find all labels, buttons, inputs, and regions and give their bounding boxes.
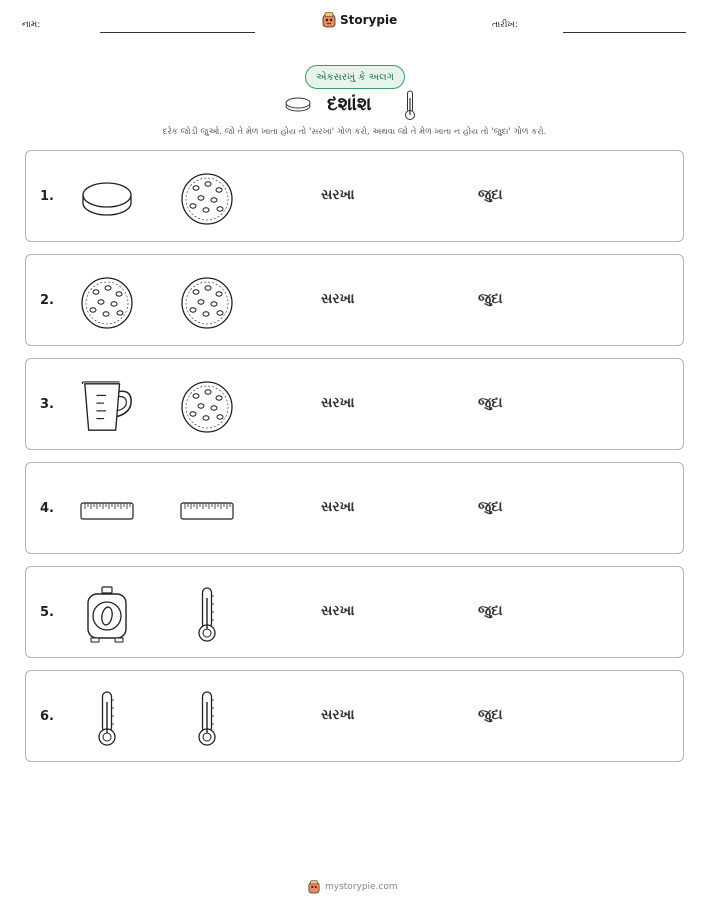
footer bbox=[308, 880, 398, 894]
question-row bbox=[25, 358, 684, 450]
same-option[interactable]: સરખા bbox=[321, 603, 355, 619]
different-option[interactable]: જુદા bbox=[478, 499, 503, 515]
cookie-icon bbox=[179, 275, 235, 331]
page-title: દશાંશ bbox=[327, 93, 372, 115]
question-row bbox=[25, 462, 684, 554]
date-line[interactable] bbox=[563, 32, 686, 33]
question-number: 3. bbox=[40, 397, 54, 412]
storypie-mascot-icon bbox=[308, 880, 320, 894]
name-line[interactable] bbox=[100, 32, 255, 33]
name-label: નામ: bbox=[22, 20, 41, 30]
same-option[interactable]: સરખા bbox=[321, 499, 355, 515]
same-option[interactable]: સરખા bbox=[321, 395, 355, 411]
thermometer-icon bbox=[179, 587, 235, 643]
worksheet-type-tag: એકસરખું કે અલગ bbox=[305, 65, 405, 89]
question-number: 5. bbox=[40, 605, 54, 620]
thermometer-icon bbox=[403, 89, 417, 121]
question-number: 4. bbox=[40, 501, 54, 516]
footer-url[interactable]: mystorypie.com bbox=[325, 882, 398, 892]
different-option[interactable]: જુદા bbox=[478, 395, 503, 411]
question-row bbox=[25, 150, 684, 242]
date-label: તારીખ: bbox=[492, 20, 518, 30]
question-row bbox=[25, 566, 684, 658]
question-row bbox=[25, 670, 684, 762]
brand-name: Storypie bbox=[340, 13, 398, 27]
same-option[interactable]: સરખા bbox=[321, 291, 355, 307]
thermometer-icon bbox=[79, 691, 135, 747]
storypie-mascot-icon bbox=[322, 12, 336, 28]
same-option[interactable]: સરખા bbox=[321, 187, 355, 203]
cookie-icon bbox=[179, 171, 235, 227]
thermometer-icon bbox=[179, 691, 235, 747]
coin-icon bbox=[79, 171, 135, 227]
different-option[interactable]: જુદા bbox=[478, 187, 503, 203]
question-number: 2. bbox=[40, 293, 54, 308]
same-option[interactable]: સરખા bbox=[321, 707, 355, 723]
cookie-icon bbox=[179, 379, 235, 435]
question-row bbox=[25, 254, 684, 346]
brand-logo bbox=[322, 12, 397, 28]
timer-icon bbox=[79, 587, 135, 643]
question-number: 6. bbox=[40, 709, 54, 724]
question-number: 1. bbox=[40, 189, 54, 204]
instructions: દરેક જોડી જુઓ. જો તે મેળ ખાતા હોય તો 'સરખા' ગોળ કરો, અથવા જો તે મેળ ખાતા ન હોય તો 'જુદા' ગોળ કરો. bbox=[162, 127, 547, 137]
different-option[interactable]: જુદા bbox=[478, 707, 503, 723]
coin-icon bbox=[284, 96, 312, 112]
cookie-icon bbox=[79, 275, 135, 331]
different-option[interactable]: જુદા bbox=[478, 291, 503, 307]
different-option[interactable]: જુદા bbox=[478, 603, 503, 619]
ruler-icon bbox=[179, 483, 235, 539]
ruler-icon bbox=[79, 483, 135, 539]
measuring-cup-icon bbox=[79, 379, 135, 435]
